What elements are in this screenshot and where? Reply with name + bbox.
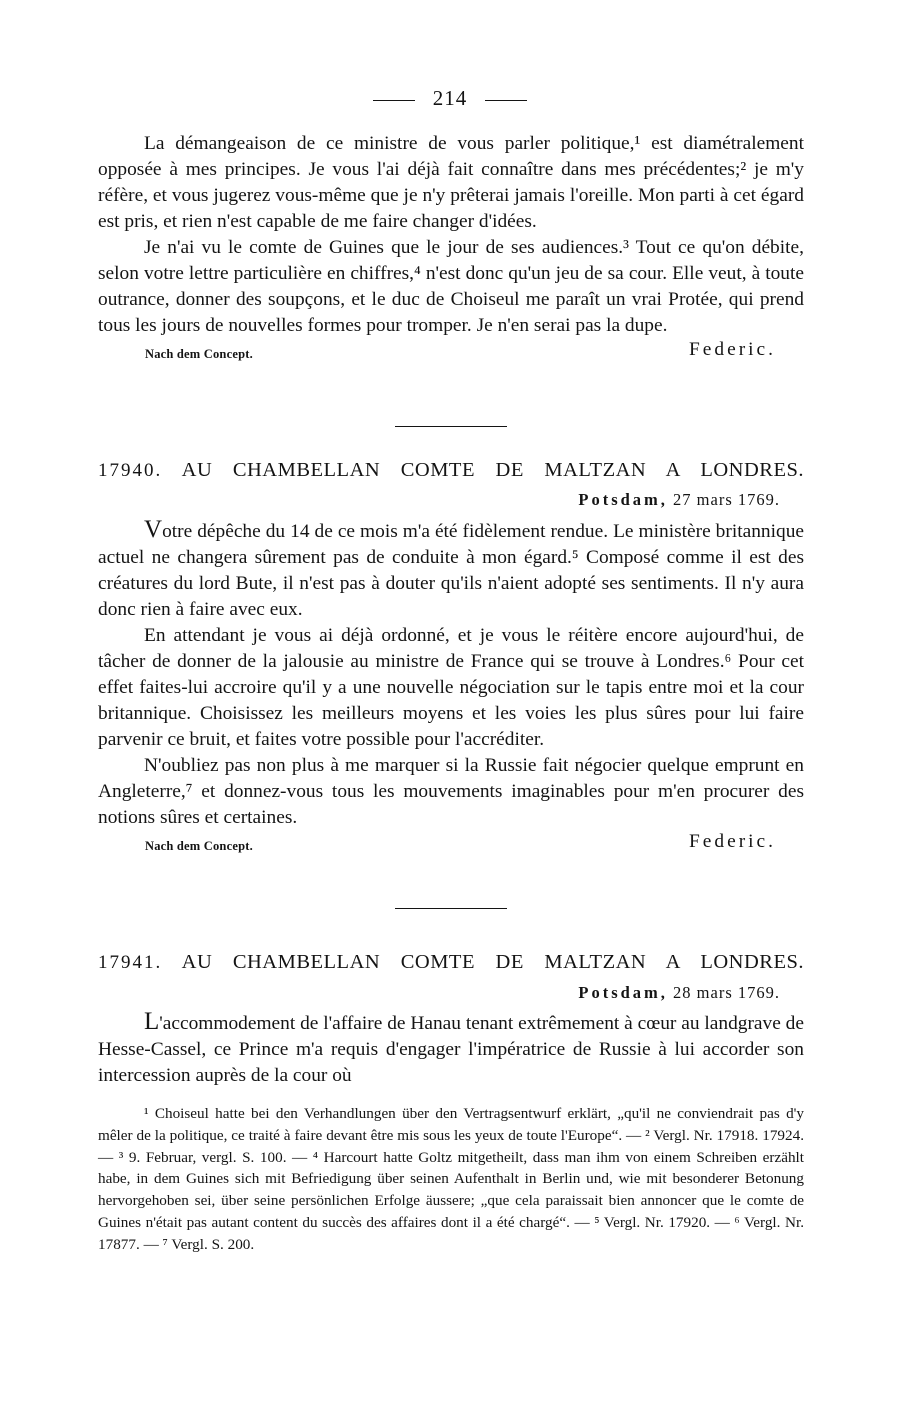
signature-row: [98, 831, 804, 857]
paragraph: La démangeaison de ce ministre de vous parler politique,¹ est diamétralement opposée à mes principes. Je vous l'ai déjà fait connaître dans mes précédentes;² je m'y réfère, et vous jugerez vous-même que je n'y prêterai jamais l'oreille. Mon parti à cet égard est pris, et rien n'est capable de me faire changer d'idées.: [98, 133, 804, 232]
paragraph-text: otre dépêche du 14 de ce mois m'a été fidèlement rendue. Le ministère britannique actuel ne changera sûrement pas de conduite à mon égard.⁵ Composé comme il est des créatures du lord Bute, il n'est pas à douter qu'ils n'aient adopté ses sentiments. Il n'y aura donc rien à faire avec eux.: [98, 521, 804, 620]
section-divider: [395, 426, 507, 427]
source-note: Nach dem Concept.: [145, 839, 253, 853]
section-divider: [395, 908, 507, 909]
header-dash-right: [485, 100, 527, 101]
signature-row: [98, 339, 804, 365]
paragraph: En attendant je vous ai déjà ordonné, et je vous le réitère encore aujourd'hui, de tâcher de donner de la jalousie au ministre de France qui se trouve à Londres.⁶ Pour cet effet faites-lui accroire qu'il y a une nouvelle négociation sur le tapis entre moi et la cour britannique. Choisissez les meilleurs moyens et les voies les plus sûres pour lui faire parvenir ce bruit, et faites votre possible pour l'accréditer.: [98, 625, 804, 750]
letter-body: [98, 517, 804, 857]
page-number: 214: [432, 86, 468, 110]
letter-title: AU CHAMBELLAN COMTE DE MALTZAN A LONDRES.: [181, 951, 804, 973]
date: 28 mars 1769.: [673, 983, 780, 1002]
initial-letter: V: [144, 516, 163, 543]
place-date: [578, 490, 780, 510]
page-header: [0, 86, 900, 111]
paragraph: Je n'ai vu le comte de Guines que le jour de ses audiences.³ Tout ce qu'on débite, selon votre lettre particulière en chiffres,⁴ n'est donc qu'un jeu de sa cour. Elle veut, à toute outrance, donner des soupçons, et le duc de Choiseul me paraît un vrai Protée, qui prend tous les jours de nouvelles formes pour tromper. Je n'en serai pas la dupe.: [98, 237, 804, 336]
paragraph-text: 'accommodement de l'affaire de Hanau tenant extrêmement à cœur au landgrave de Hesse-Cassel, ce Prince m'a requis d'engager l'impératrice de Russie à lui accorder son intercession auprès de la cour où: [98, 1013, 804, 1086]
signature: Federic.: [689, 831, 776, 852]
letter-number: 17941.: [98, 952, 163, 973]
letter-heading: [98, 951, 804, 974]
section-top: [98, 131, 804, 365]
source-note: Nach dem Concept.: [145, 347, 253, 361]
letter-body: [98, 1009, 804, 1089]
letter-number: 17940.: [98, 460, 163, 481]
place: Potsdam,: [578, 983, 668, 1002]
signature: Federic.: [689, 339, 776, 360]
place: Potsdam,: [578, 490, 668, 509]
paragraph: N'oubliez pas non plus à me marquer si la Russie fait négocier quelque emprunt en Angleterre,⁷ et donnez-vous tous les mouvements imaginables pour m'en procurer des notions sûres et certaines.: [98, 755, 804, 828]
letter-title: AU CHAMBELLAN COMTE DE MALTZAN A LONDRES.: [181, 459, 804, 481]
letter-heading: [98, 459, 804, 482]
date: 27 mars 1769.: [673, 490, 780, 509]
paragraph: [98, 517, 804, 623]
paragraph: [98, 1009, 804, 1089]
footnotes: ¹ Choiseul hatte bei den Verhandlungen über den Vertragsentwurf erklärt, „qu'il ne conviendrait pas d'y mêler de la politique, ce traité à faire devant être mis sous les yeux de toute l'Europe“. — ² Vergl. Nr. 17918. 17924. — ³ 9. Februar, vergl. S. 100. — ⁴ Harcourt hatte Goltz mitgetheilt, dass man ihm von einem Schreiben erzählt habe, in dem Guines sich mit Befriedigung über seinen Aufenthalt in Berlin und, wie mit besonderer Betonung hervorgehoben sei, über seine persönlichen Erfolge äussere; „que cela paraissait bien annoncer que le comte de Guines n'était pas autant content du succès des affaires dont il a été chargé“. — ⁵ Vergl. Nr. 17920. — ⁶ Vergl. Nr. 17877. — ⁷ Vergl. S. 200.: [98, 1105, 804, 1253]
initial-letter: L: [144, 1008, 160, 1035]
place-date: [578, 983, 780, 1003]
header-dash-left: [373, 100, 415, 101]
